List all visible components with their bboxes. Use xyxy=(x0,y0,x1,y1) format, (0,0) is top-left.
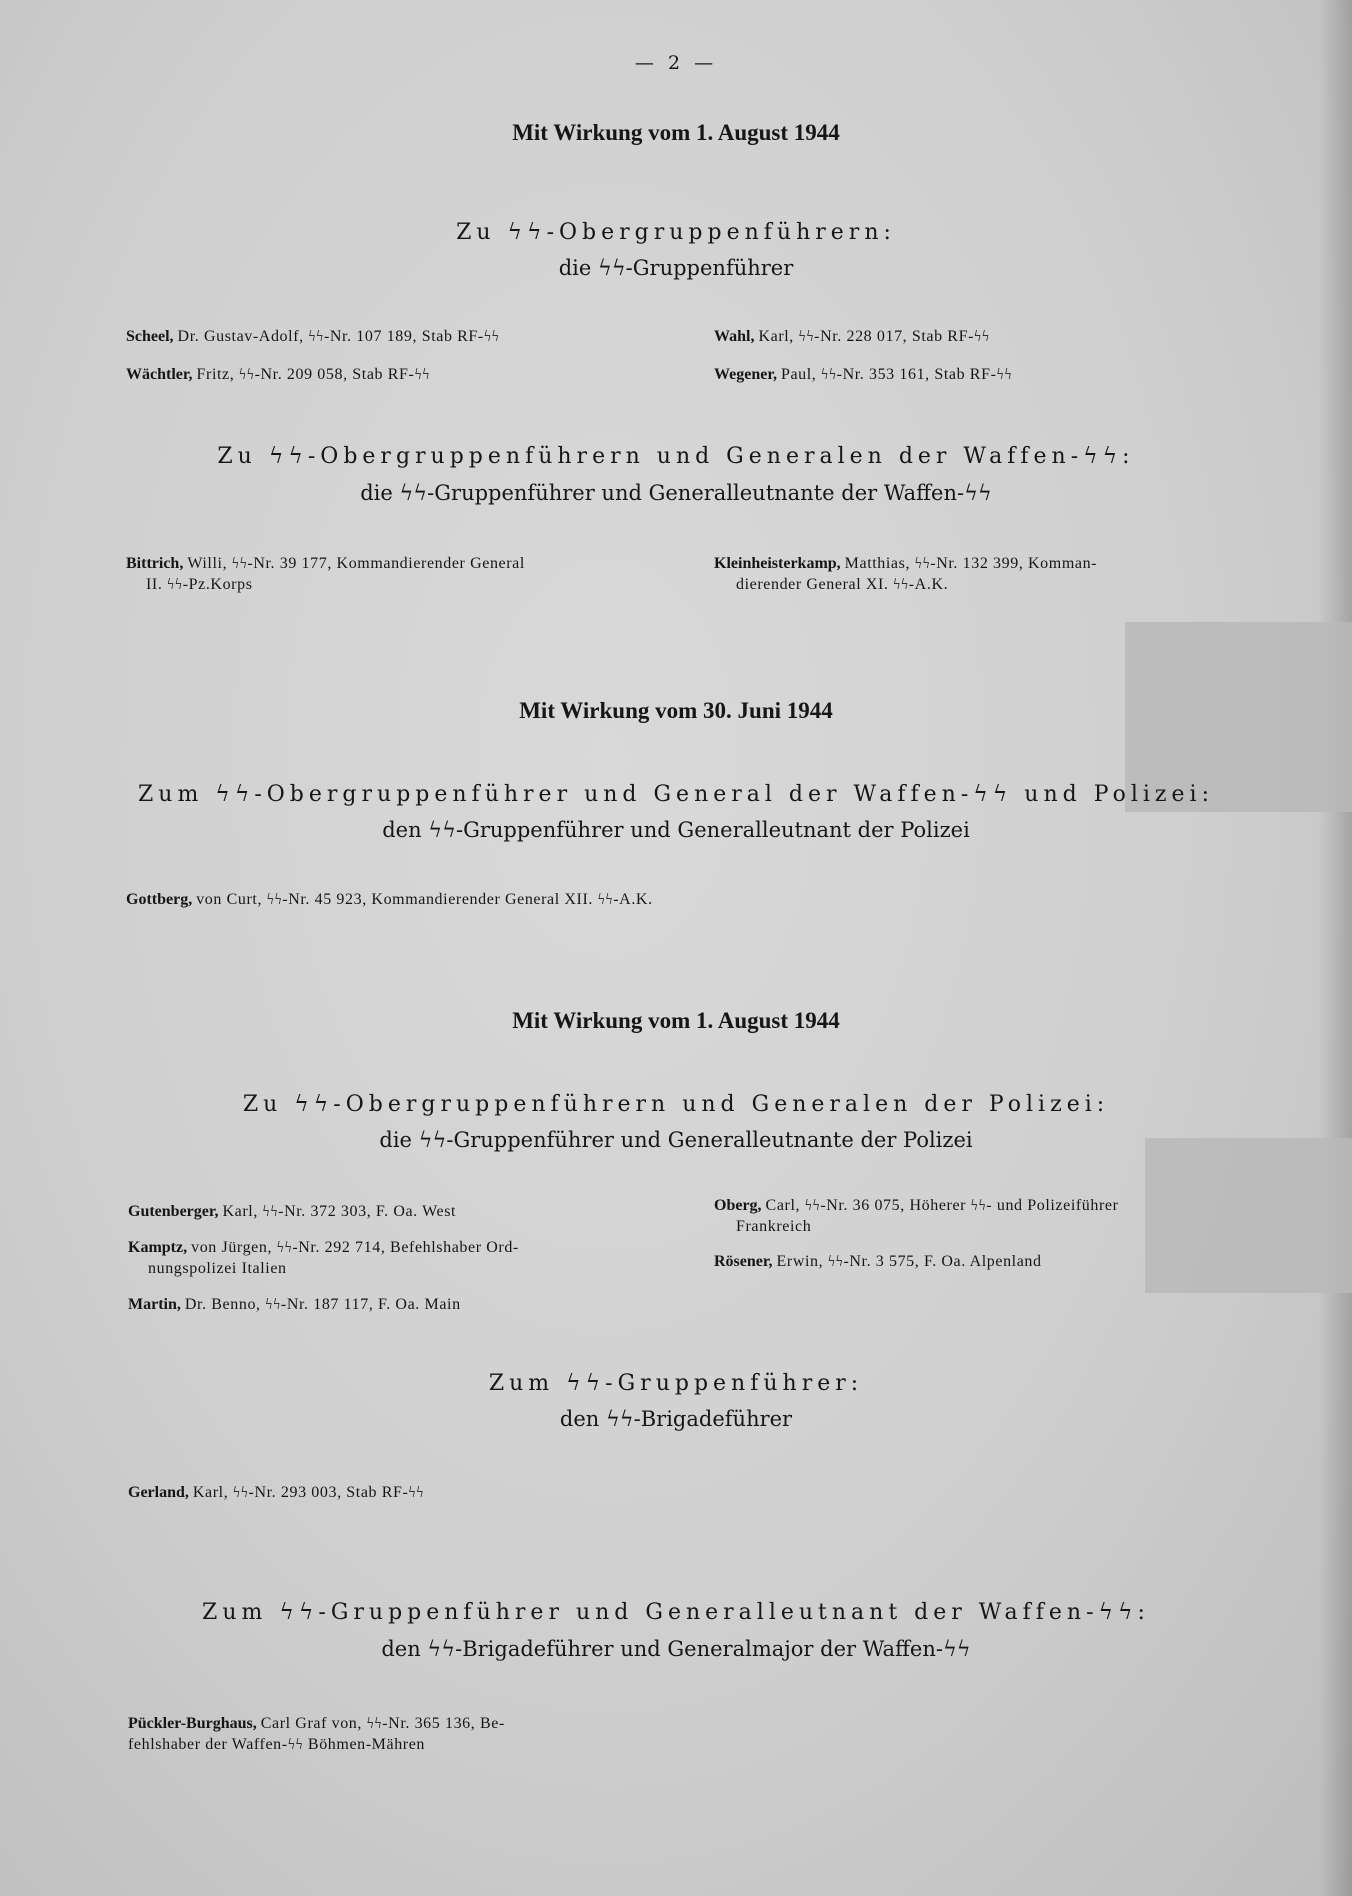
rank-category: Zu ϟϟ-Obergruppenführern und Generalen der Waffen-ϟϟ: xyxy=(217,444,1135,469)
person-name: Gottberg, xyxy=(126,891,193,908)
person-details: Fritz, ϟϟ-Nr. 209 058, Stab RF-ϟϟ xyxy=(196,366,431,383)
person-details: Erwin, ϟϟ-Nr. 3 575, F. Oa. Alpenland xyxy=(776,1253,1042,1270)
person-name: Wegener, xyxy=(714,366,777,383)
person-name: Wächtler, xyxy=(126,366,193,383)
rank-subtitle: die ϟϟ-Gruppenführer und Generalleutnante der Waffen-ϟϟ xyxy=(360,481,992,505)
list-item xyxy=(714,326,1274,347)
list-item xyxy=(714,1251,1274,1272)
person-details-continued: nungspolizei Italien xyxy=(148,1260,287,1277)
person-details: Paul, ϟϟ-Nr. 353 161, Stab RF-ϟϟ xyxy=(780,366,1013,383)
list-item xyxy=(126,326,686,347)
person-name: Scheel, xyxy=(126,328,174,345)
list-item xyxy=(128,1713,748,1755)
person-name: Kamptz, xyxy=(128,1239,188,1256)
person-name: Martin, xyxy=(128,1296,181,1313)
person-details-continued: fehlshaber der Waffen-ϟϟ Böhmen-Mähren xyxy=(128,1736,426,1753)
person-name: Rösener, xyxy=(714,1253,773,1270)
rank-subtitle: den ϟϟ-Brigadeführer und Generalmajor der Waffen-ϟϟ xyxy=(381,1637,971,1661)
rank-category: Zu ϟϟ-Obergruppenführern und Generalen der Polizei: xyxy=(242,1092,1110,1117)
rank-subtitle: den ϟϟ-Gruppenführer und Generalleutnant der Polizei xyxy=(382,818,970,842)
person-details: Willi, ϟϟ-Nr. 39 177, Kommandierender General xyxy=(187,555,525,572)
rank-subtitle: die ϟϟ-Gruppenführer xyxy=(558,256,794,280)
person-name: Bittrich, xyxy=(126,555,184,572)
list-item xyxy=(714,553,1254,595)
list-item xyxy=(126,889,1226,910)
rank-subtitle: die ϟϟ-Gruppenführer und Generalleutnante der Polizei xyxy=(379,1128,973,1152)
person-details: Karl, ϟϟ-Nr. 372 303, F. Oa. West xyxy=(222,1203,457,1220)
section-heading: Mit Wirkung vom 1. August 1944 xyxy=(512,120,840,145)
section-heading: Mit Wirkung vom 30. Juni 1944 xyxy=(519,698,833,723)
section-heading: Mit Wirkung vom 1. August 1944 xyxy=(512,1008,840,1033)
person-details: Carl Graf von, ϟϟ-Nr. 365 136, Be- xyxy=(260,1715,505,1732)
list-item xyxy=(126,364,686,385)
person-name: Kleinheisterkamp, xyxy=(714,555,841,572)
person-name: Oberg, xyxy=(714,1197,762,1214)
person-name: Pückler-Burghaus, xyxy=(128,1715,257,1732)
list-item xyxy=(128,1201,688,1222)
person-details: Dr. Benno, ϟϟ-Nr. 187 117, F. Oa. Main xyxy=(184,1296,461,1313)
list-item xyxy=(128,1237,688,1279)
rank-category: Zu ϟϟ-Obergruppenführern: xyxy=(456,220,896,245)
list-item xyxy=(126,553,686,595)
person-details: Matthias, ϟϟ-Nr. 132 399, Komman- xyxy=(844,555,1098,572)
list-item xyxy=(714,364,1274,385)
person-details-continued: II. ϟϟ-Pz.Korps xyxy=(146,576,253,593)
person-details: Karl, ϟϟ-Nr. 293 003, Stab RF-ϟϟ xyxy=(192,1484,425,1501)
person-details-continued: dierender General XI. ϟϟ-A.K. xyxy=(736,576,949,593)
person-details: von Jürgen, ϟϟ-Nr. 292 714, Befehlshaber Ord- xyxy=(191,1239,519,1256)
person-name: Gerland, xyxy=(128,1484,189,1501)
person-details: Karl, ϟϟ-Nr. 228 017, Stab RF-ϟϟ xyxy=(758,328,990,345)
rank-subtitle: den ϟϟ-Brigadeführer xyxy=(559,1407,793,1431)
rank-category: Zum ϟϟ-Obergruppenführer und General der Waffen-ϟϟ und Polizei: xyxy=(138,782,1214,807)
list-item xyxy=(128,1294,688,1315)
rank-category: Zum ϟϟ-Gruppenführer und Generalleutnant der Waffen-ϟϟ: xyxy=(202,1600,1150,1625)
person-details: Carl, ϟϟ-Nr. 36 075, Höherer ϟϟ- und Polizeiführer xyxy=(765,1197,1119,1214)
list-item xyxy=(128,1482,828,1503)
list-item xyxy=(714,1195,1274,1237)
person-name: Wahl, xyxy=(714,328,755,345)
page-number: — 2 — xyxy=(634,52,718,74)
person-details: von Curt, ϟϟ-Nr. 45 923, Kommandierender General XII. ϟϟ-A.K. xyxy=(196,891,653,908)
rank-category: Zum ϟϟ-Gruppenführer: xyxy=(488,1371,864,1396)
person-details-continued: Frankreich xyxy=(736,1218,812,1235)
person-name: Gutenberger, xyxy=(128,1203,219,1220)
person-details: Dr. Gustav-Adolf, ϟϟ-Nr. 107 189, Stab RF-ϟϟ xyxy=(177,328,500,345)
